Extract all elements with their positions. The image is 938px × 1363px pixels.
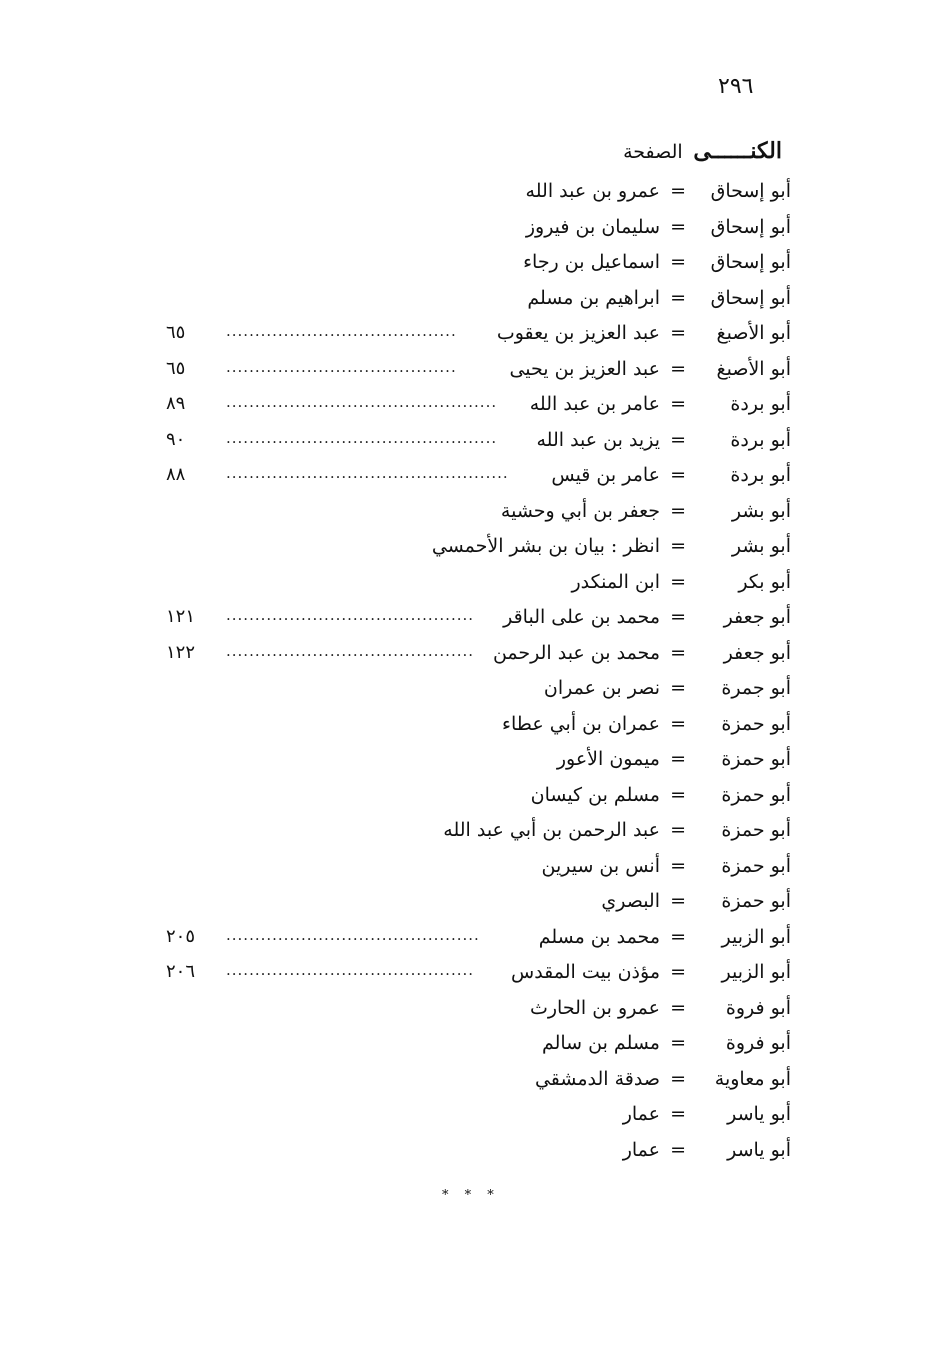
entry-name: محمد بن مسلم: [538, 925, 660, 948]
entry-page-number: ٨٩: [166, 393, 186, 414]
equals-sign: =: [670, 1032, 686, 1054]
equals-sign: =: [670, 890, 686, 912]
entry-name: مسلم بن سالم: [541, 1032, 660, 1054]
entry-kunya: أبو معاوية: [714, 1067, 791, 1090]
index-entry: [0, 922, 938, 958]
entry-name: نصر بن عمران: [543, 677, 660, 699]
entry-name: محمد بن عبد الرحمن: [492, 641, 660, 664]
entry-name: صدقة الدمشقي: [534, 1067, 660, 1090]
equals-sign: =: [670, 783, 686, 806]
entry-name: عمار: [622, 1103, 660, 1125]
entry-name: جعفر بن أبي وحشية: [500, 499, 660, 522]
equals-sign: =: [670, 251, 686, 273]
equals-sign: =: [670, 677, 686, 699]
index-entry: [0, 815, 938, 851]
entry-name: اسماعيل بن رجاء: [523, 251, 660, 273]
equals-sign: =: [670, 1138, 686, 1161]
index-entry: [0, 957, 938, 993]
entry-kunya: أبو بردة: [730, 464, 791, 486]
entry-page-number: ١٢١: [166, 606, 196, 627]
entry-name: أنس بن سيرين: [541, 854, 660, 877]
equals-sign: =: [670, 606, 686, 628]
entry-kunya: أبو حمزة: [721, 712, 791, 735]
entry-kunya: أبو بشر: [731, 499, 791, 522]
index-entry: [0, 709, 938, 745]
entry-kunya: أبو حمزة: [721, 819, 791, 841]
index-entry: [0, 389, 938, 425]
entry-kunya: أبو حمزة: [721, 890, 791, 912]
entry-page-number: ١٢٢: [166, 641, 196, 663]
entry-name: محمد بن على الباقر: [503, 606, 660, 628]
entry-name: عامر بن عبد الله: [529, 393, 660, 415]
equals-sign: =: [670, 393, 686, 415]
entry-page-number: ٢٠٥: [166, 925, 196, 947]
equals-sign: =: [670, 996, 686, 1019]
entry-kunya: أبو الزبير: [721, 961, 791, 983]
heading-title: الكنــــــى: [693, 138, 782, 164]
equals-sign: =: [670, 286, 686, 309]
equals-sign: =: [670, 464, 686, 486]
equals-sign: =: [670, 215, 686, 238]
index-entry: [0, 567, 938, 603]
entry-name: عمرو بن الحارث: [530, 996, 660, 1019]
equals-sign: =: [670, 180, 686, 202]
entry-name: عبد العزيز بن يعقوب: [496, 322, 660, 344]
entry-kunya: أبو الأصبغ: [716, 357, 791, 380]
entry-page-number: ٦٥: [166, 322, 186, 343]
index-entry: [0, 993, 938, 1029]
index-entry: [0, 354, 938, 390]
index-entry: [0, 425, 938, 461]
leader-dots: .................................................: [226, 464, 509, 482]
entry-name: عبد العزيز بن يحيى: [509, 357, 660, 380]
equals-sign: =: [670, 322, 686, 344]
index-entry: [0, 886, 938, 922]
entry-kunya: أبو فروة: [725, 1032, 791, 1054]
entry-kunya: أبو جعفر: [723, 606, 791, 628]
entry-kunya: أبو إسحاق: [710, 180, 791, 202]
leader-dots: ............................................: [226, 925, 480, 944]
index-entry: [0, 1064, 938, 1100]
equals-sign: =: [670, 499, 686, 522]
entry-name: سليمان بن فيروز: [525, 215, 660, 238]
equals-sign: =: [670, 1067, 686, 1090]
equals-sign: =: [670, 428, 686, 451]
leader-dots: ........................................: [226, 357, 457, 376]
index-entry: [0, 638, 938, 674]
equals-sign: =: [670, 1103, 686, 1125]
index-entry: [0, 176, 938, 212]
page-number: ٢٩٦: [718, 74, 754, 99]
entry-kunya: أبو حمزة: [721, 854, 791, 877]
index-entry: [0, 460, 938, 496]
leader-dots: ...........................................: [226, 606, 475, 624]
heading-page-column: الصفحة: [623, 141, 683, 163]
equals-sign: =: [670, 357, 686, 380]
index-entry: [0, 212, 938, 248]
entry-kunya: أبو بكر: [738, 570, 791, 593]
entry-name: ابراهيم بن مسلم: [527, 286, 660, 309]
leader-dots: ...........................................: [226, 961, 475, 979]
index-heading: [623, 138, 782, 164]
equals-sign: =: [670, 925, 686, 948]
index-entry: [0, 1028, 938, 1064]
entry-name: عمران بن أبي عطاء: [502, 712, 660, 735]
entry-name: مؤذن بيت المقدس: [511, 961, 660, 983]
entry-kunya: أبو ياسر: [727, 1138, 791, 1161]
entry-name: يزيد بن عبد الله: [536, 428, 660, 451]
entry-name: مسلم بن كيسان: [530, 783, 660, 806]
entry-kunya: أبو إسحاق: [710, 251, 791, 273]
index-entry: [0, 247, 938, 283]
index-entry: [0, 851, 938, 887]
index-entry: [0, 496, 938, 532]
entry-page-number: ٢٠٦: [166, 961, 196, 982]
entry-kunya: أبو بشر: [731, 535, 791, 557]
entry-kunya: أبو ياسر: [727, 1103, 791, 1125]
index-entry: [0, 318, 938, 354]
entry-name: عمرو بن عبد الله: [525, 180, 660, 202]
equals-sign: =: [670, 712, 686, 735]
index-entry: [0, 780, 938, 816]
index-entries: [0, 176, 938, 1170]
leader-dots: ...............................................: [226, 393, 498, 411]
entry-name: عامر بن قيس: [551, 464, 660, 486]
entry-kunya: أبو إسحاق: [710, 215, 791, 238]
leader-dots: ........................................: [226, 322, 457, 340]
entry-kunya: أبو فروة: [725, 996, 791, 1019]
equals-sign: =: [670, 854, 686, 877]
leader-dots: ...............................................: [226, 428, 498, 447]
equals-sign: =: [670, 641, 686, 664]
entry-name: انظر : بيان بن بشر الأحمسي: [431, 535, 660, 557]
entry-name: البصري: [601, 890, 660, 912]
index-entry: [0, 283, 938, 319]
entry-kunya: أبو بردة: [730, 393, 791, 415]
equals-sign: =: [670, 570, 686, 593]
index-entry: [0, 531, 938, 567]
entry-page-number: ٨٨: [166, 464, 186, 485]
entry-page-number: ٩٠: [166, 428, 186, 450]
index-entry: [0, 1135, 938, 1171]
leader-dots: ...........................................: [226, 641, 475, 660]
entry-kunya: أبو بردة: [730, 428, 791, 451]
entry-page-number: ٦٥: [166, 357, 186, 379]
entry-kunya: أبو إسحاق: [710, 286, 791, 309]
entry-kunya: أبو الزبير: [721, 925, 791, 948]
index-entry: [0, 673, 938, 709]
entry-name: ميمون الأعور: [556, 748, 660, 770]
entry-kunya: أبو حمزة: [721, 748, 791, 770]
index-entry: [0, 1099, 938, 1135]
equals-sign: =: [670, 961, 686, 983]
footer-ornament: * * *: [442, 1188, 500, 1203]
equals-sign: =: [670, 535, 686, 557]
entry-name: ابن المنكدر: [571, 570, 660, 593]
index-entry: [0, 602, 938, 638]
equals-sign: =: [670, 748, 686, 770]
entry-kunya: أبو حمزة: [721, 783, 791, 806]
equals-sign: =: [670, 819, 686, 841]
entry-name: عبد الرحمن بن أبي عبد الله: [443, 819, 660, 841]
entry-kunya: أبو جعفر: [723, 641, 791, 664]
entry-kunya: أبو الأصبغ: [716, 322, 791, 344]
entry-name: عمار: [622, 1138, 660, 1161]
entry-kunya: أبو جمرة: [721, 677, 791, 699]
index-entry: [0, 744, 938, 780]
